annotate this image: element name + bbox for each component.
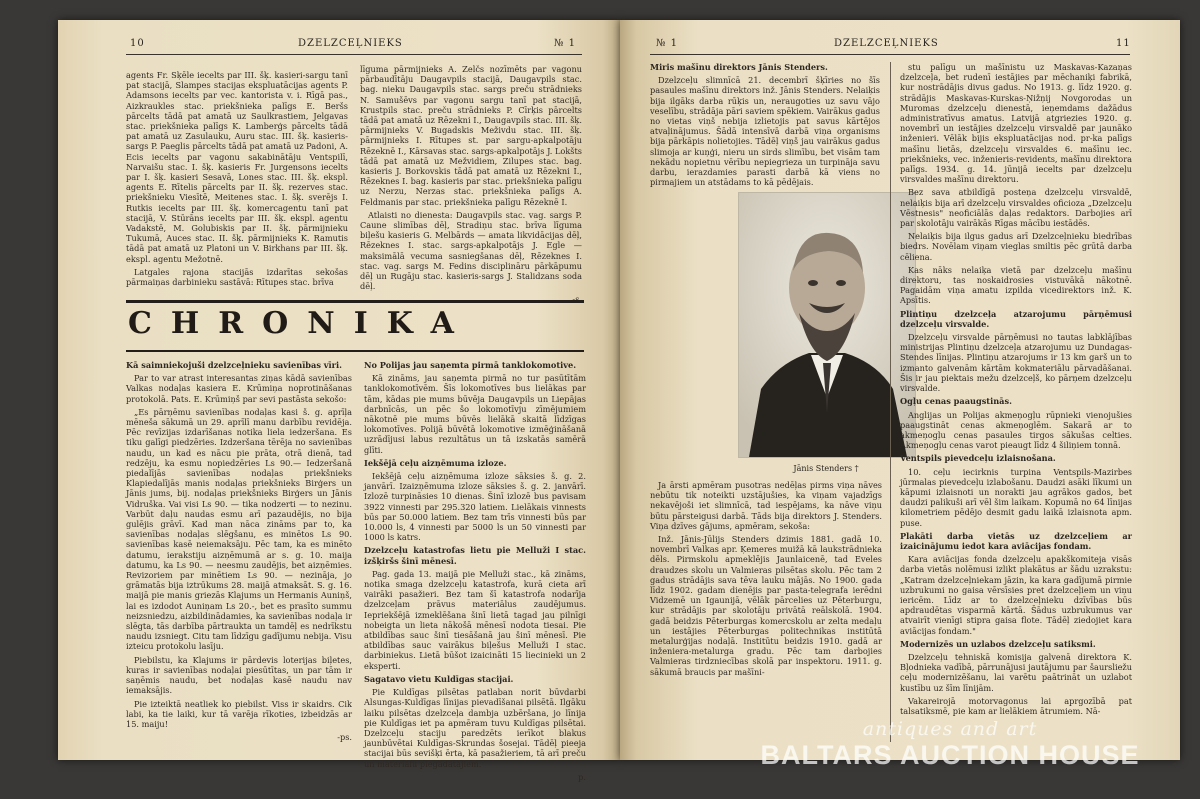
- paragraph: Pie Kuldīgas pilsētas patlaban norit būvdarbi Alsungas-Kuldīgas līnijas pievadīšanai pilsētā. Ilgāku laiku pilsētas dzelzceļa dambja uzbēršana, jo līnija pie Kuldīgas iet pa apmēram tuvu Kuldīgas pilsētai. Dzelzceļu staciju paredzēts ierīkot blakus jaunbūvētai Kuldīgas-Skrundas šosejai. Tādēļ pieeja stacijai būs sevišķi ērta, kā pasažieriem, tā arī preču un materiālu piegādātājiem.: [364, 687, 586, 769]
- paragraph: Dzelzceļu virsvalde pārņēmusi no tautas labklājības ministrijas Plintiņu dzelzceļa atzarojumu uz Dundagas-Stendes līnijas. Plintiņu atzarojums ir 13 km garš un to izmanto galvenām kārtām kokmateriālu pārvadāšanai. Šis ir jau piektais mežu dzelzceļš, ko pārņem dzelzceļu virsvalde.: [900, 332, 1132, 394]
- right-column-1-top: [650, 62, 880, 186]
- chronika-top-rule: [126, 300, 584, 303]
- paragraph: Atlaisti no dienesta: Daugavpils stac. vag. sargs P. Caune slimības dēļ, Stradiņu stac. brīva līguma biļešu kasieris G. Melbārds — amata likvidācijas dēļ, Rēzeknes I. stac. sargs-apkalpotājs J. Egle — maksimālā vecuma sasniegšanas dēļ, Rēzeknes I. stac. vag. sargs M. Fedins disciplināru pārkāpumu dēļ un Rugāju stac. kasieris-sargs J. Stalidzans soda dēļ.: [360, 209, 582, 292]
- chronika-column-1: [126, 360, 352, 743]
- article-headline: Kā saimniekojuši dzelzceļnieku savienības vīri.: [126, 360, 342, 370]
- paragraph: Kā zināms, jau saņemta pirmā no tur pasūtītām tanklokomotīvēm. Šīs lokomotīves bus lielākas par tām, kādas pie mums būvēja Daugavpils un Liepājas darbnīcās, un pēc šo lokomotīvju zīmējumiem nākotnē pie mums būvēs lielākā skaitā līdzīgas lokomotīves. Polijā būvētā lokomotive izmēģināšanā uzrādījusi labus rezultātus un tā izskatās samērā glīti.: [364, 373, 586, 455]
- left-page: [58, 20, 620, 782]
- paragraph: Pie izteiktā neatliek ko piebilst. Viss ir skaidrs. Cik labi, ka tie laiki, kur tā varēja rīkoties, izbeidzās ar 15. maiju!: [126, 698, 352, 729]
- paragraph: Bez sava atbildīgā posteņa dzelzceļu virsvaldē, nelaiķis bija arī dzelzceļu virsvaldes oficioza „Dzelzceļu Vēstnesis" neoficiālās daļas redaktors. Darbojies arī par skolotāju vairākās Rīgas mācību iestādēs.: [900, 187, 1132, 229]
- auction-watermark: [740, 718, 1160, 771]
- article-headline: No Polijas jau saņemta pirmā tanklokomotive.: [364, 360, 577, 370]
- paragraph: Par to var atrast interesantas ziņas kādā savienības Valkas nodaļas kasiera E. Krūmiņa noprotināšanas protokolā. Pats. E. Krūmiņš par sevi pastāsta sekošo:: [126, 373, 352, 404]
- paragraph: Iekšējā ceļu aizņēmuma izloze sāksies š. g. 2. janvārī. Izaizņēmuma izloze sāksies š. g. 2. janvārī. Izlozē turpināsies 10 dienas. Šinī izlozē bus pavisam 3922 vinnesti par 295.320 latiem. Lielākais vinnests būs par 50.000 latiem. Bez tam trīs vinnesti būs par 10.000 ls, 4 vinnesti par 5000 ls un 50 vinnesti par 1000 ls katrs.: [364, 471, 586, 543]
- paragraph: Dzelzceļu slimnīcā 21. decembrī šķīries no šīs pasaules mašīnu direktors inž. Jānis Stenders. Nelaiķis bija ilgāks darba rūķis un, neraugoties uz savu vājo veselību, strādāja pāri saviem spēkiem. Vairākus gadus no vietas viņš nebija izlietojis pat savus kārtējos atvaļinājumus. Šādā intensīvā darbā viņa organisms bija pārkāpis nolietojies. Tādēļ viņš jau vairākus gadus slimoja ar kuņģi, nieru un sirds slimību, bet visām tam nekādu nopietnu vērību nepiegrieza un turpināja savu darbu, ierazdamies parasti darbā kā viens no pirmajiem un atstādams to kā pēdējais.: [650, 75, 880, 188]
- chronika-column-2: [364, 360, 586, 782]
- right-page: [620, 20, 1180, 760]
- paragraph: Kara aviācijas fonda dzelzceļu apakškomiteja visās darba vietās nolēmusi izlikt plakātus ar šādu uzrakstu: „Katram dzelzceļniekam jāzin, ka kara gadījumā pirmie uzbrukumi no gaisa vērsīsies pret dzelzceļiem un viņu iericēm. Līdz ar to dzelzceļnieku dzīvības būs apdraudētas visparmā kārtā. Šādus uzbrukumus var atvairīt vienīgi stipra gaisa flote. Tādēļ ziedojiet kara aviācijas fondam.": [900, 554, 1132, 636]
- signature: -ps.: [337, 732, 352, 743]
- article-headline: Plakāti darba vietās uz dzelzceļiem ar izaicinājumu iedot kara aviācijas fondam.: [900, 530, 1132, 551]
- chronika-bottom-rule: [126, 350, 584, 352]
- column-divider: [890, 62, 891, 742]
- portrait-of-janis-stenders: [739, 193, 915, 457]
- paragraph: Nelaiķis bija ilgus gadus arī Dzelzceļnieku biedrības biedrs. Novēlam viņam vieglas smiltis pēc grūtā darba cēliena.: [900, 231, 1132, 262]
- article-headline: Dzelzceļu katastrofas lietu pie Melluži I stac. izšķiršs šinī mēnesī.: [364, 545, 586, 566]
- watermark-line-1: antiques and art: [862, 718, 1038, 740]
- right-column-1-bottom: [650, 480, 882, 742]
- right-masthead-title: DZELZCEĻNIEKS: [834, 38, 939, 49]
- left-masthead-title: DZELZCEĻNIEKS: [298, 38, 403, 49]
- right-issue-number: № 1: [656, 38, 679, 49]
- section-title-chronika: CHRONIKA: [128, 306, 473, 341]
- right-column-2: [900, 62, 1132, 746]
- right-header-rule: [650, 54, 1130, 55]
- article-headline: Iekšējā ceļu aizņēmuma izloze.: [364, 457, 507, 468]
- paragraph: Ja ārsti apmēram pusotras nedēļas pirms viņa nāves nebūtu tik noteikti uzstājušies, ka viņam vajadzīgs nekavējoši iet slimnīcā, tad iespējams, ka nāve viņu būtu pārsteigusi darbā. Tāds bija direktors J. Stenders. Viņa dzīves gājums, apmēram, sekoša:: [650, 480, 882, 531]
- paragraph: Vakareirojā motorvagonus lai aprgozībā pat talsatiksmē, pie kam ar lielākiem ātrumiem. Nā-: [900, 695, 1132, 716]
- paragraph: Inž. Jānis-Jūlijs Stenders dzimis 1881. gadā 10. novembrī Valkas apr. Ķemeres muižā kā laukstrādnieka dēls. Pirmskolu apmeklējis Jaunlaicenē, tad Eveles draudzes skolu un Valmieras pilsētas skolu. Pēc tam 2 gadus strādājis sava tēva lauku mājās. No 1900. gada līdz 1902. gadam dienējis par pasta-telegrafa ierēdni Vidzemē un Igaunijā, vēlāk pārcelies uz Pēterburgu, kur strādājis par skolotāju privātā reālskolā. 1904. gadā beidzis Pēterburgas komercskolu ar zelta medaļu un iestājies Pēterburgas politechnikas institūtā metalurģijas nodaļā. Institūtu beidzis 1910. gadā ar inženiera-metalurga gradu. Pēc tam darbojies Valmieras tirdzniecības skolā par inspektoru. 1911. g. sākumā braucis par mašīni-: [650, 534, 882, 677]
- article-headline: Miris mašīnu direktors Jānis Stenders.: [650, 62, 828, 72]
- left-top-column-2: [360, 64, 582, 294]
- photo-caption: Jānis Stenders †: [793, 464, 859, 473]
- article-headline: Modernizēs un uzlabos dzelzceļu satiksmi.: [900, 638, 1096, 649]
- paragraph: „Es pārņēmu savienības nodaļas kasi š. g. aprīļa mēneša sākumā un 29. aprīlī manu darbību revidēja. Pēc revīzijas izdarīšanas notika liela iedzeršana. Es tiku galīgi piedzēries. Izdzeršana tērēja no savienības naudu, un kad es nācu pie prāta, otrā dienā, tad redzēju, ka esmu nopiedzēries Ls 90.— Iedzeršanā piedalījās savienības nodaļas priekšnieks Klapiedalījās manis nodaļas priekšnieks Birģers un Jānis jums, bij. nodaļas priekšnieks Birģers un Jānis Vidruška. Vai visi Ls 90. — tika nodzerti — to nezinu. Varbūt daļu naudas esmu arī pazaudējis, no bija gulējis grāvī. Kad man nāca zināms par to, ka savienības nodaļas slēgšanu, es minētos Ls 90. savienības kasē neiemaksāju. Pēc tam, ka es minēto datumu, ierakstiju aizņēmumā ar s. g. 10. maija datumu, ka Ls 90. — neesmu zaudējis, bet aizņēmies. Revizoriem par minētiem Ls 90. — nezināja, jo grāmatās bija iztrūkums 28. maijā atmaksāt. S. g. 16. maijā pie manis griezās Klajums un Hermanis Auniņš, lai es izdodot Auniņam Ls 20.-, bet es prasīto summu neizsniedzu, aizbildinādamies, ka savienības nodaļa ir slēgta, tās darbība pārtraukta un tamdēļ es nedrīkstu naudu izsniegt. Citu tam līdzīgu gadījumu nebija. Visu izteicu protokolu lasīju.: [126, 406, 352, 652]
- article-headline: Sagatavo vietu Kuldīgas stacijai.: [364, 673, 514, 684]
- paragraph: Pag. gada 13. maijā pie Melluži stac., kā zināms, notika smaga dzelzceļu katastrofa, kurā cieta arī vairāki pasažieri. Bez tam šī katastrofa nodarīja dzelzceļam prāvus materiālus zaudējumus. Iepriekšējā izmeklēšana šinī lietā tagad jau pilnīgi nobeigta un lieta nākošā mēnesī nodota tiesai. Pie atbildības sauc šinī tiesāšanā jau šinī mēnesī. Pie atbildības sauc vairākus biļešus Melluži I stac. darbiniekus. Lietā būšot izaicināti 15 liecinieki un 2 eksperti.: [364, 568, 586, 671]
- paragraph: Latgales rajona stacijās izdarītas sekošas pārmaiņas darbinieku sastāvā: Rītupes stac. brīva: [126, 266, 348, 288]
- left-top-column-1: [126, 70, 348, 294]
- left-page-number: 10: [130, 38, 145, 49]
- paragraph: Kas nāks nelaiķa vietā par dzelzceļu mašīnu direktoru, tas noskaidrosies vistuvākā nākotnē. Pagaidām viņa amatu izpilda vicedirektors inž. K. Apsītis.: [900, 264, 1132, 306]
- paragraph: līguma pārmijnieks A. Zelčs nozīmēts par vagonu pārbaudītāju Daugavpils stacijā, Daugavpils stac. bag. nieku Daugavpils stac. sargs preču strādnieks N. Samušēvs par vagonu sargu tanī pat stacijā, Krustpils stac. preču strādnieks P. Cīrķis pārcelts tādā pat amatā uz Rēzekni I., Daugavpils stac. III. šķ. pārmijnieks V. Bugadskis Meživdu stac. III. šķ. pārmijnieks I. Rītupes st. par sargu-apkalpotāju Rēzeknē I., Kārsavas stac. sargs-apkalpotājs J. Lokšts tādā pat amatā uz Mežvidiem, Zilupes stac. bag. kasieris J. Borkovskis tādā pat amatā uz Rēzekni I., Rēzeknes I. bag. kasieris par stac. priekšnieka palīgu uz Nerzu, Nerzas stac. priekšnieka palīgs A. Feldmanis par stac. priekšnieka palīgu Rēzeknē I.: [360, 64, 582, 207]
- paragraph: Anglijas un Polijas akmeņogļu rūpnieki vienojušies paaugstināt cenas akmeņoglēm. Sakarā ar to akmeņogļu cenas pasaules tirgos sākušas celties. Akmeņogļu cenas varot pieaugt līdz 4 šiliņiem tonnā.: [900, 409, 1132, 451]
- paragraph: Dzelzceļu tehniskā komisija galvenā direktora K. Bļodnieka vadībā, pārrunājusi jautājumu par šaursliežu ceļu modernizēšanu, lai varētu paātrināt un uzlabot kustību uz šīm līnijām.: [900, 651, 1132, 693]
- paragraph: Piebilstu, ka Klajums ir pārdevis loterijas biļetes, kuras ir savienības nodaļai piesūtītas, un par tām ir saņēmis naudu, bet nodaļas kasē naudu nav iemaksājis.: [126, 654, 352, 696]
- article-headline: Plintiņu dzelzceļa atzarojumu pārņēmusi dzelzceļu virsvalde.: [900, 308, 1132, 329]
- article-headline: Ventspils pievedceļu izlaisnošana.: [900, 453, 1056, 464]
- paragraph: 10. ceļu iecirknis turpina Ventspils-Mazirbes jūrmalas pievedceļu izlabošanu. Daudzi asāki līkumi un kāpumi izlaisnoti un norakti jau agrākos gados, bet daudzi palikuši arī vēl šim laikam. Kopumā no 64 līnijas kilometriem pēdējo desmit gadu laikā izlaisnota apm. puse.: [900, 466, 1132, 528]
- paragraph: stu palīgu un mašīnistu uz Maskavas-Kazaņas dzelzceļa, bet rudenī iestājies par mēchaniķi fabrikā, kur nostrādājis divus gadus. No 1913. g. līdz 1920. g. strādājis Maskavas-Kurskas-Ņižņij Novgorodas un Muromas dzelzceļu dienestā, ieņemdams dažādus administratīvus amatus. Latvijā atgriezies 1920. g. novembrī un iestājies dzelzceļu virsvaldē par jaunāko inženieri. Vēlāk bijis ekspluatācijas nod. pr-ka palīgs mašīnu lietās, dzelzceļu virsvaldes 6. mašīnu iec. priekšnieks, vec. inženieris-revidents, mašīnu direktora palīgs. 1934. g. 14. jūnijā iecelts par dzelzceļu virsvaldes mašīnu direktoru.: [900, 62, 1132, 185]
- article-headline: Ogļu cenas paaugstinās.: [900, 396, 1012, 407]
- signature: p.: [578, 771, 586, 782]
- right-page-number: 11: [1116, 38, 1131, 49]
- left-header-rule: [126, 54, 582, 55]
- watermark-line-2: BALTARS AUCTION HOUSE: [760, 740, 1140, 770]
- left-issue-number: № 1: [554, 38, 577, 49]
- newspaper-spread: [58, 20, 1180, 782]
- paragraph: agents Fr. Sķēle iecelts par III. šķ. kasieri-sargu tanī pat stacijā, Slampes stacijas ekspluatācijas agents P. Adamsons iecelts par vec. kantorista v. i. Rīgā pas., Aizkraukles stac. priekšnieka palīgs E. Beršs pārcelts tādā pat amatā uz Saulkrastiem, Jelgavas stac. priekšnieka palīgs K. Lamberģs pārcelts tādā pat amatā uz Zasulauku, Auru stac. III. šķ. kasieris-sargs P. Paeglis pārcelts tādā pat amatā uz Padoni, A. Ecis iecelts par vagonu sakabinātāju Ventspilī, Narvaišu stac. I. šķ. kasieris Fr. Jurgensons iecelts par I. šķ. kasieri Sesavā, Lones stac. III. šķ. ekspl. agents E. Rītelis pārcelts par II. šķ. rezerves stac. priekšnieku Viesītē, Meitenes stac. I. šķ. sverējs I. Rutkis iecelts par III. šķ. komercagentu tanī pat stacijā, V. Stūrāns iecelts par III. šķ. ekspl. agentu Vadakstē, M. Golubiskis par II. šķ. pārmijnieku Tukumā, Auces stac. II. šķ. pārmijnieks K. Ramutis tādā pat amatā uz Platoni un V. Birkhans par III. šķ. ekspl. agentu Mežotnē.: [126, 70, 348, 264]
